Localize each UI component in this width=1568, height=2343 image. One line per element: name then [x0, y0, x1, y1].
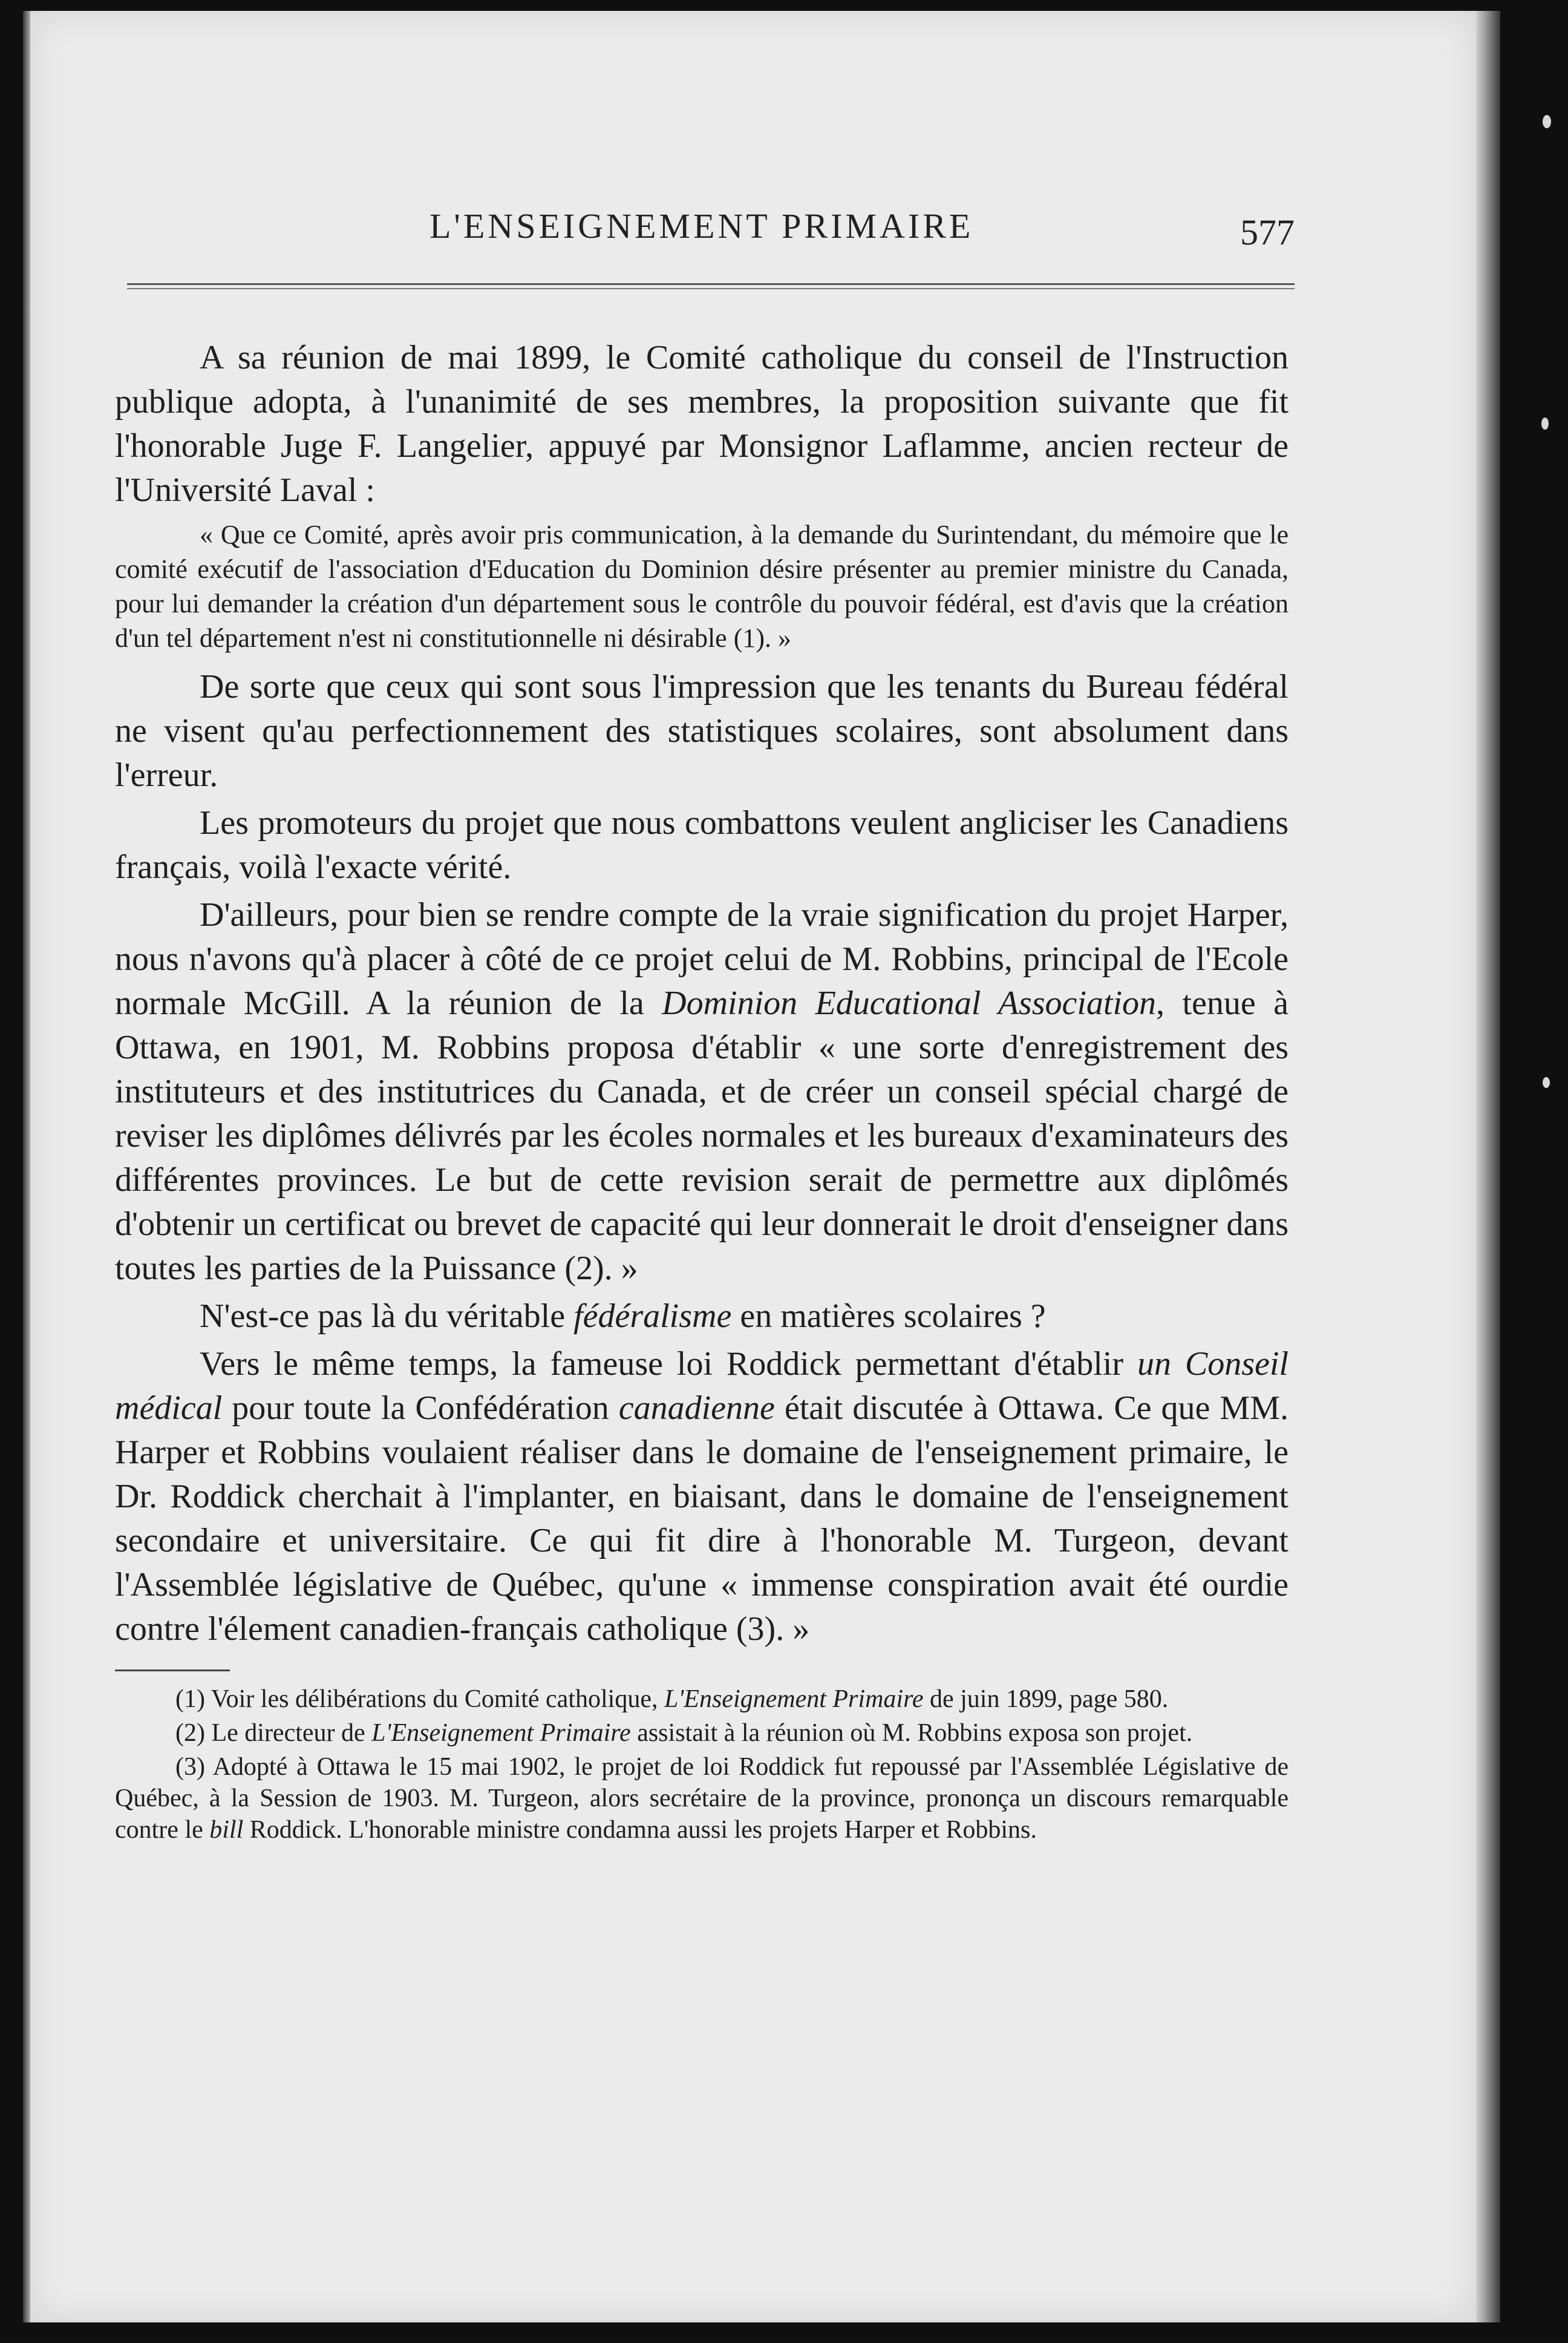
running-title: L'ENSEIGNEMENT PRIMAIRE [430, 206, 974, 246]
header-rule [127, 283, 1295, 289]
page-right-edge [1476, 11, 1500, 2322]
text-run: Vers le même temps, la fameuse loi Roddick permettant d'établir [200, 1345, 1137, 1383]
paragraph [115, 1342, 1289, 1651]
text-run: était discutée à Ottawa. Ce que MM. Harper et Robbins voulaient réaliser dans le domaine de l'enseignement primaire, le Dr. Roddick cherchait à l'implanter, en biaisant, dans le domaine de l'enseignement secondaire et universitaire. Ce qui fit dire à l'honorable M. Turgeon, devant l'Assemblée législative de Québec, qu'une « immense conspiration avait été ourdie contre l'élement canadien-français catholique (3). » [115, 1389, 1289, 1648]
text-run: (1) Voir les délibérations du Comité catholique, [175, 1685, 664, 1713]
paragraph: Les promoteurs du projet que nous combattons veulent angliciser les Canadiens français, voilà l'exacte vérité. [115, 804, 1289, 886]
text-run: (3) Adopté à Ottawa le 15 mai 1902, le projet de loi Roddick fut repoussé par l'Assemblée Législative de Québec, à la Session de 1903. M. Turgeon, alors secrétaire de la province, prononça un discours remarquable contre le [115, 1753, 1289, 1844]
paragraph [115, 1294, 1289, 1339]
footnotes [115, 1683, 1289, 1846]
italic-text: canadienne [618, 1389, 775, 1427]
text-run: N'est-ce pas là du véritable [200, 1297, 574, 1335]
text-run: pour toute la Confédération [222, 1389, 619, 1427]
footnote-rule [115, 1670, 230, 1671]
italic-text: L'Enseignement Primaire [664, 1685, 924, 1713]
italic-text: un Conseil médical [115, 1345, 1289, 1427]
text-run: en matières scolaires ? [731, 1297, 1046, 1335]
main-text [115, 336, 1289, 1848]
page-number: 577 [1240, 212, 1295, 252]
text-run: D'ailleurs, pour bien se rendre compte de la vraie signification du projet Harper, nous n'avons qu'à placer à côté de ce projet celui de M. Robbins, principal de l'Ecole normale McGill. A la réunion de la [115, 896, 1289, 1022]
footnote [115, 1683, 1289, 1715]
running-head [115, 206, 1295, 254]
text-run: assistait à la réunion où M. Robbins exposa son projet. [630, 1719, 1193, 1747]
paragraph [115, 893, 1289, 1291]
paragraph: A sa réunion de mai 1899, le Comité catholique du conseil de l'Instruction publique adopta, à l'unanimité de ses membres, la proposition suivante que fit l'honorable Juge F. Langelier, appuyé par Monsignor Laflamme, ancien recteur de l'Université Laval : [115, 339, 1289, 509]
italic-text: fédéralisme [573, 1297, 732, 1335]
text-run: (2) Le directeur de [175, 1719, 372, 1747]
text-run: , tenue à Ottawa, en 1901, M. Robbins proposa d'établir « une sorte d'enregistrement des instituteurs et des institutrices du Canada, et de créer un conseil spécial chargé de reviser les diplômes délivrés par les écoles normales et les bureaux d'examinateurs des différentes provinces. Le but de cette revision serait de permettre aux diplômés d'obtenir un certificat ou brevet de capacité qui leur donnerait le droit d'enseigner dans toutes les parties de la Puissance (2). » [115, 985, 1289, 1287]
footnote [115, 1717, 1289, 1749]
italic-text: Dominion Educational Association [662, 985, 1157, 1022]
scan-speck [1543, 115, 1551, 128]
scan-speck [1543, 1077, 1550, 1088]
paragraph: De sorte que ceux qui sont sous l'impression que les tenants du Bureau fédéral ne visent qu'au perfectionnement des statistiques scolaires, sont absolument dans l'erreur. [115, 668, 1289, 794]
footnote [115, 1751, 1289, 1846]
block-quote: « Que ce Comité, après avoir pris communication, à la demande du Surintendant, du mémoire que le comité exécutif de l'association d'Education du Dominion désire présenter au premier ministre du Canada, pour lui demander la création d'un département sous le contrôle du pouvoir fédéral, est d'avis que la création d'un tel département n'est ni constitutionnelle ni désirable (1). » [115, 520, 1289, 653]
text-run: Roddick. L'honorable ministre condamna aussi les projets Harper et Robbins. [243, 1816, 1037, 1844]
text-run: de juin 1899, page 580. [923, 1685, 1169, 1713]
italic-text: bill [209, 1816, 244, 1844]
scan-speck [1541, 418, 1549, 430]
italic-text: L'Enseignement Primaire [371, 1719, 631, 1747]
